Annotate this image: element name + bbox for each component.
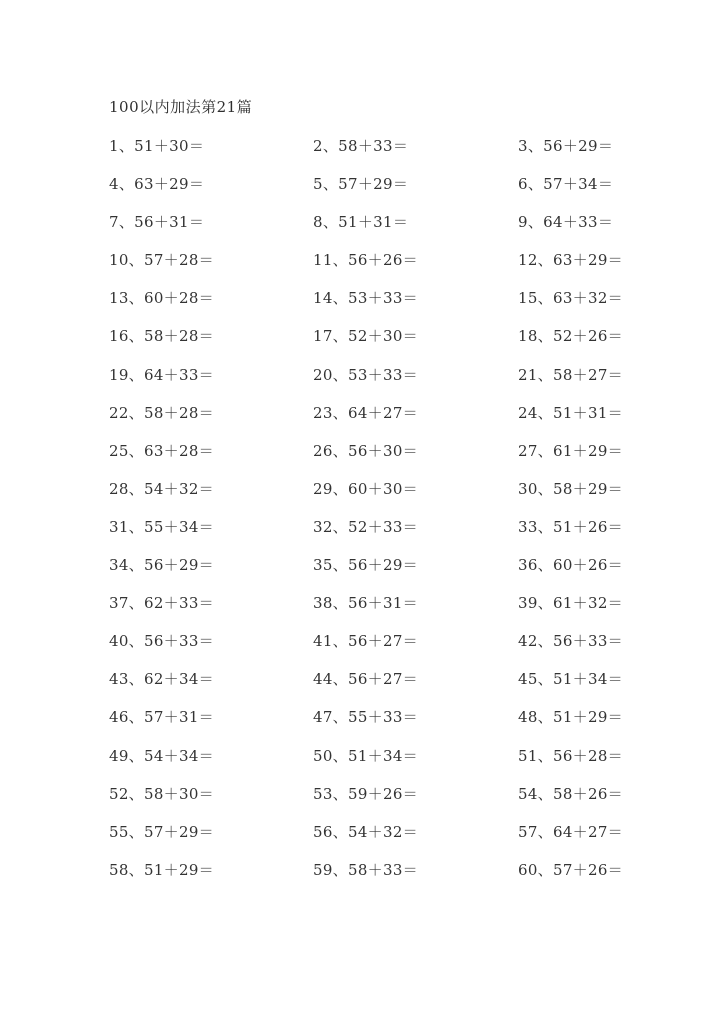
problem: 48、51＋29＝ [518, 708, 623, 727]
problem-row [109, 364, 629, 402]
problem: 37、62＋33＝ [109, 594, 214, 613]
problem: 42、56＋33＝ [518, 632, 623, 651]
problem-row [109, 249, 629, 287]
problem: 36、60＋26＝ [518, 556, 623, 575]
problem: 23、64＋27＝ [313, 403, 418, 422]
problem: 56、54＋32＝ [313, 822, 418, 841]
problem: 34、56＋29＝ [109, 556, 214, 575]
problem-row [109, 554, 629, 592]
problem: 41、56＋27＝ [313, 632, 418, 651]
problem-row [109, 287, 629, 325]
problem: 16、58＋28＝ [109, 327, 214, 346]
problem: 27、61＋29＝ [518, 441, 623, 460]
problem: 45、51＋34＝ [518, 670, 623, 689]
problem-row [109, 325, 629, 363]
problem: 35、56＋29＝ [313, 556, 418, 575]
problem-grid [109, 135, 629, 897]
problem: 58、51＋29＝ [109, 860, 214, 879]
problem: 26、56＋30＝ [313, 441, 418, 460]
problem: 59、58＋33＝ [313, 860, 418, 879]
problem: 33、51＋26＝ [518, 517, 623, 536]
problem: 55、57＋29＝ [109, 822, 214, 841]
problem: 2、58＋33＝ [313, 137, 409, 155]
problem: 28、54＋32＝ [109, 479, 214, 498]
problem: 3、56＋29＝ [518, 137, 614, 155]
problem: 39、61＋32＝ [518, 594, 623, 613]
problem: 40、56＋33＝ [109, 632, 214, 651]
problem: 18、52＋26＝ [518, 327, 623, 346]
problem: 1、51＋30＝ [109, 137, 205, 155]
problem-row [109, 630, 629, 668]
problem: 30、58＋29＝ [518, 479, 623, 498]
problem: 25、63＋28＝ [109, 441, 214, 460]
problem-row [109, 745, 629, 783]
problem: 4、63＋29＝ [109, 175, 205, 194]
problem: 9、64＋33＝ [518, 213, 614, 232]
problem-row [109, 173, 629, 211]
problem: 8、51＋31＝ [313, 213, 409, 232]
problem-row [109, 478, 629, 516]
problem: 22、58＋28＝ [109, 403, 214, 422]
problem: 17、52＋30＝ [313, 327, 418, 346]
problem: 20、53＋33＝ [313, 365, 418, 384]
problem: 12、63＋29＝ [518, 251, 623, 270]
problem: 29、60＋30＝ [313, 479, 418, 498]
problem: 10、57＋28＝ [109, 251, 214, 270]
problem: 53、59＋26＝ [313, 784, 418, 803]
problem: 32、52＋33＝ [313, 517, 418, 536]
problem: 49、54＋34＝ [109, 746, 214, 765]
problem: 7、56＋31＝ [109, 213, 205, 232]
problem: 44、56＋27＝ [313, 670, 418, 689]
problem: 24、51＋31＝ [518, 403, 623, 422]
problem: 47、55＋33＝ [313, 708, 418, 727]
problem: 50、51＋34＝ [313, 746, 418, 765]
worksheet-title: 100以内加法第21篇 [109, 98, 253, 116]
problem-row [109, 783, 629, 821]
problem-row [109, 821, 629, 859]
problem: 6、57＋34＝ [518, 175, 614, 194]
problem: 43、62＋34＝ [109, 670, 214, 689]
problem-row [109, 668, 629, 706]
problem-row [109, 516, 629, 554]
problem: 46、57＋31＝ [109, 708, 214, 727]
problem-row [109, 440, 629, 478]
problem: 19、64＋33＝ [109, 365, 214, 384]
problem: 52、58＋30＝ [109, 784, 214, 803]
problem: 31、55＋34＝ [109, 517, 214, 536]
problem: 57、64＋27＝ [518, 822, 623, 841]
problem-row [109, 706, 629, 744]
problem: 13、60＋28＝ [109, 289, 214, 308]
problem: 51、56＋28＝ [518, 746, 623, 765]
problem: 5、57＋29＝ [313, 175, 409, 194]
problem: 54、58＋26＝ [518, 784, 623, 803]
problem: 60、57＋26＝ [518, 860, 623, 879]
problem-row [109, 859, 629, 897]
problem: 15、63＋32＝ [518, 289, 623, 308]
problem-row [109, 135, 629, 173]
problem: 38、56＋31＝ [313, 594, 418, 613]
problem: 14、53＋33＝ [313, 289, 418, 308]
problem-row [109, 402, 629, 440]
problem-row [109, 211, 629, 249]
problem: 11、56＋26＝ [313, 251, 418, 270]
problem: 21、58＋27＝ [518, 365, 623, 384]
problem-row [109, 592, 629, 630]
